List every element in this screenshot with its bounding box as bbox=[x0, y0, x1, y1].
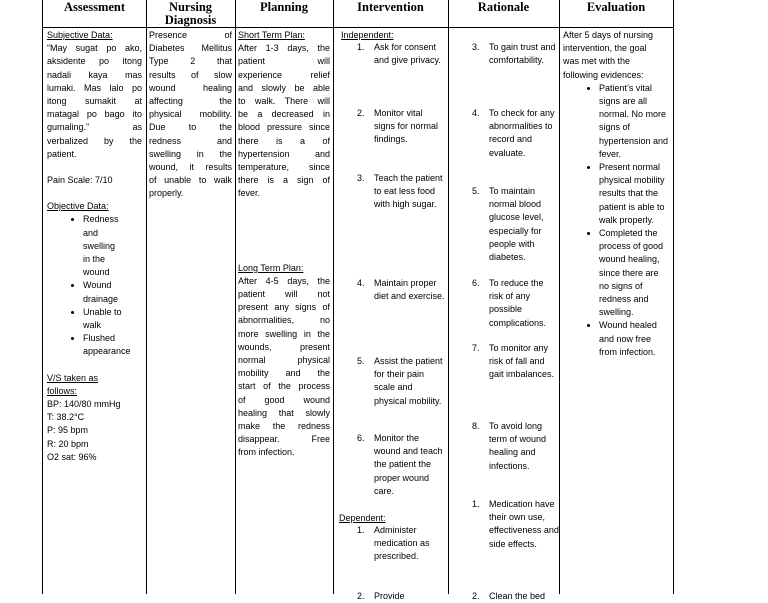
evaluation-intro bbox=[563, 29, 671, 82]
objective-data-list bbox=[47, 213, 142, 358]
rationale-item-text: To avoid long term of wound healing and infections. bbox=[489, 421, 547, 471]
subjective-data-line: verbalized by the bbox=[47, 135, 142, 146]
vital-sign: O2 sat: 96% bbox=[47, 451, 97, 462]
short-term-plan-line: be a decreased in bbox=[238, 109, 330, 120]
long-term-plan-line: abnormalities, no bbox=[238, 315, 330, 326]
vital-signs-label-2: follows: bbox=[47, 385, 78, 396]
subjective-data-line: matagal po bago ito bbox=[47, 109, 142, 120]
objective-data-label: Objective Data: bbox=[47, 201, 109, 212]
column-divider bbox=[146, 0, 147, 594]
intervention-item-number: 1. bbox=[357, 42, 365, 52]
long-term-plan-line: start of the process bbox=[238, 381, 330, 392]
diagnosis-text-end: properly. bbox=[149, 188, 184, 199]
dependent-item-number: 2. bbox=[357, 591, 365, 601]
intervention-item-number: 2. bbox=[357, 108, 365, 118]
diagnosis-line: Type 2 that bbox=[149, 56, 232, 67]
intervention-item-number: 6. bbox=[357, 433, 365, 443]
short-term-plan-text bbox=[238, 42, 330, 187]
header-nursing-line: Nursing bbox=[168, 0, 213, 14]
vital-sign: R: 20 bpm bbox=[47, 438, 89, 449]
long-term-plan-line: wounds, present bbox=[238, 341, 330, 352]
subjective-data-end: patient. bbox=[47, 148, 77, 159]
rationale-item-number: 2. bbox=[472, 591, 480, 601]
vital-sign: BP: 140/80 mmHg bbox=[47, 399, 121, 410]
rationale-item-number: 4. bbox=[472, 108, 480, 118]
long-term-plan-line: After 4-5 days, the bbox=[238, 275, 330, 286]
evaluation-evidence: • Completed the process of good wound healing, since there are no signs of redness and swelling. bbox=[599, 227, 671, 319]
rationale-item-text: To check for any abnormalities to record and evaluate. bbox=[489, 108, 555, 158]
evaluation-evidence: • Wound healed and now free from infection. bbox=[599, 319, 671, 359]
vital-sign: P: 95 bpm bbox=[47, 425, 89, 436]
planning-column bbox=[238, 29, 330, 460]
evaluation-evidence: • Patient’s vital signs are all normal. No more signs of hypertension and fever. bbox=[599, 82, 671, 161]
evaluation-list bbox=[563, 82, 671, 359]
header-diagnosis-line: Diagnosis bbox=[164, 12, 217, 27]
intervention-item-number: 3. bbox=[357, 173, 365, 183]
long-term-plan-line: present any signs of bbox=[238, 302, 330, 313]
subjective-data-line: itong sumakit at bbox=[47, 96, 142, 107]
dependent-label: Dependent: bbox=[339, 513, 386, 523]
objective-data-item: • Flushed appearance bbox=[83, 332, 124, 358]
short-term-plan-line: temperature, since bbox=[238, 162, 330, 173]
independent-label: Independent: bbox=[341, 30, 394, 40]
intervention-item-text: Assist the patient for their pain scale and physical mobility. bbox=[374, 356, 443, 406]
long-term-plan-line: patient will not bbox=[238, 289, 330, 300]
short-term-plan-label: Short Term Plan: bbox=[238, 30, 305, 40]
diagnosis-line: physical mobility. bbox=[149, 109, 232, 120]
subjective-data-label: Subjective Data: bbox=[47, 30, 113, 40]
subjective-data-text bbox=[47, 42, 142, 148]
intervention-item-text: Monitor vital signs for normal findings. bbox=[374, 108, 439, 145]
intervention-item-text: Maintain proper diet and exercise. bbox=[374, 278, 445, 302]
vital-signs-list bbox=[47, 398, 142, 464]
long-term-plan-line: mobility and the bbox=[238, 368, 330, 379]
vital-sign: T: 38.2°C bbox=[47, 412, 85, 423]
header-rationale: Rationale bbox=[477, 0, 530, 14]
header-evaluation: Evaluation bbox=[586, 0, 646, 14]
column-divider bbox=[448, 0, 449, 594]
objective-data-item: • Wound drainage bbox=[83, 279, 124, 305]
short-term-plan-line: experience relief bbox=[238, 69, 330, 80]
rationale-item-text: To gain trust and comfortability. bbox=[489, 42, 556, 66]
diagnosis-text bbox=[149, 29, 232, 187]
evaluation-evidence: • Present normal physical mobility results that the patient is able to walk properly. bbox=[599, 161, 671, 227]
rationale-item-number: 3. bbox=[472, 42, 480, 52]
column-divider bbox=[235, 0, 236, 594]
long-term-plan-line: normal physical bbox=[238, 355, 330, 366]
rationale-item-number: 5. bbox=[472, 186, 480, 196]
long-term-plan-end: from infection. bbox=[238, 447, 295, 458]
diagnosis-line: affecting the bbox=[149, 96, 232, 107]
long-term-plan-line: healing that slowly bbox=[238, 407, 330, 418]
short-term-plan-line: After 1-3 days, the bbox=[238, 43, 330, 54]
subjective-data-line: nadali kaya mas bbox=[47, 69, 142, 80]
rationale-item-number: 6. bbox=[472, 278, 480, 288]
diagnosis-line: of unable to walk bbox=[149, 175, 232, 186]
long-term-plan-line: of good wound bbox=[238, 394, 330, 405]
evaluation-intro-line: following evidences: bbox=[563, 69, 644, 80]
dependent-item-text: Provide bbox=[374, 591, 405, 601]
evaluation-intro-line: After 5 days of nursing bbox=[563, 30, 654, 40]
short-term-plan-line: and slowly be able bbox=[238, 82, 330, 93]
subjective-data-line: “May sugat po ako, bbox=[47, 43, 142, 54]
diagnosis-column bbox=[149, 29, 232, 201]
evaluation-column bbox=[563, 29, 671, 359]
rationale-item-number: 7. bbox=[472, 343, 480, 353]
intervention-item-text: Monitor the wound and teach the patient the proper wound care. bbox=[374, 433, 443, 496]
assessment-column bbox=[47, 29, 142, 464]
long-term-plan-label: Long Term Plan: bbox=[238, 262, 304, 273]
rationale-item-text: Medication have their own use, effectiveness and side effects. bbox=[489, 499, 559, 549]
column-divider bbox=[559, 0, 560, 594]
short-term-plan-line: hypertension and bbox=[238, 148, 330, 159]
rationale-item-text: To reduce the risk of any possible complications. bbox=[489, 278, 547, 328]
diagnosis-line: swelling in the bbox=[149, 148, 232, 159]
long-term-plan-text bbox=[238, 275, 330, 447]
subjective-data-line: lumaki. Mas lalo po bbox=[47, 82, 142, 93]
objective-data-item: • Redness and swelling in the wound bbox=[83, 213, 124, 279]
diagnosis-line: Diabetes Mellitus bbox=[149, 43, 232, 54]
header-nursing-diagnosis bbox=[146, 0, 235, 28]
rationale-item-text: To maintain normal blood glucose level, especially for people with diabetes. bbox=[489, 186, 544, 263]
header-planning: Planning bbox=[260, 0, 308, 14]
short-term-plan-line: there is a of bbox=[238, 135, 330, 146]
subjective-data-line: gumaling.” as bbox=[47, 122, 142, 133]
short-term-plan-line: blood pressure since bbox=[238, 122, 330, 133]
intervention-item-number: 5. bbox=[357, 356, 365, 366]
diagnosis-line: results of slow bbox=[149, 69, 232, 80]
short-term-plan-line: there is a sign of bbox=[238, 175, 330, 186]
short-term-plan-line: patient will bbox=[238, 56, 330, 67]
diagnosis-line: wound healing bbox=[149, 82, 232, 93]
pain-scale: Pain Scale: 7/10 bbox=[47, 175, 113, 186]
header-assessment: Assessment bbox=[63, 0, 126, 14]
evaluation-intro-line: was met with the bbox=[563, 56, 631, 67]
rationale-item-text: Clean the bed bbox=[489, 591, 546, 601]
care-plan-table bbox=[42, 0, 674, 601]
evaluation-intro-line: intervention, the goal bbox=[563, 43, 647, 54]
diagnosis-line: Presence of bbox=[149, 30, 232, 40]
dependent-item-text: Administer medication as prescribed. bbox=[374, 525, 430, 562]
intervention-item-text: Ask for consent and give privacy. bbox=[374, 42, 441, 66]
subjective-data-line: aksidente po itong bbox=[47, 56, 142, 67]
dependent-item-number: 1. bbox=[357, 525, 365, 535]
long-term-plan-line: more swelling in the bbox=[238, 328, 330, 339]
short-term-plan-end: fever. bbox=[238, 188, 261, 199]
diagnosis-line: wound, it results bbox=[149, 162, 232, 173]
long-term-plan-line: disappear. Free bbox=[238, 434, 330, 445]
rationale-item-number: 8. bbox=[472, 421, 480, 431]
vital-signs-label: V/S taken as bbox=[47, 372, 99, 383]
diagnosis-line: redness and bbox=[149, 135, 232, 146]
diagnosis-line: Due to the bbox=[149, 122, 232, 133]
long-term-plan-line: make the redness bbox=[238, 421, 330, 432]
rationale-item-number: 1. bbox=[472, 499, 480, 509]
intervention-item-text: Teach the patient to eat less food with high sugar. bbox=[374, 173, 443, 210]
column-divider bbox=[333, 0, 334, 594]
header-intervention: Intervention bbox=[357, 0, 424, 14]
short-term-plan-line: to walk. There will bbox=[238, 96, 330, 107]
rationale-item-text: To monitor any risk of fall and gait imbalances. bbox=[489, 343, 555, 380]
objective-data-item: • Unable to walk bbox=[83, 306, 124, 332]
intervention-item-number: 4. bbox=[357, 278, 365, 288]
